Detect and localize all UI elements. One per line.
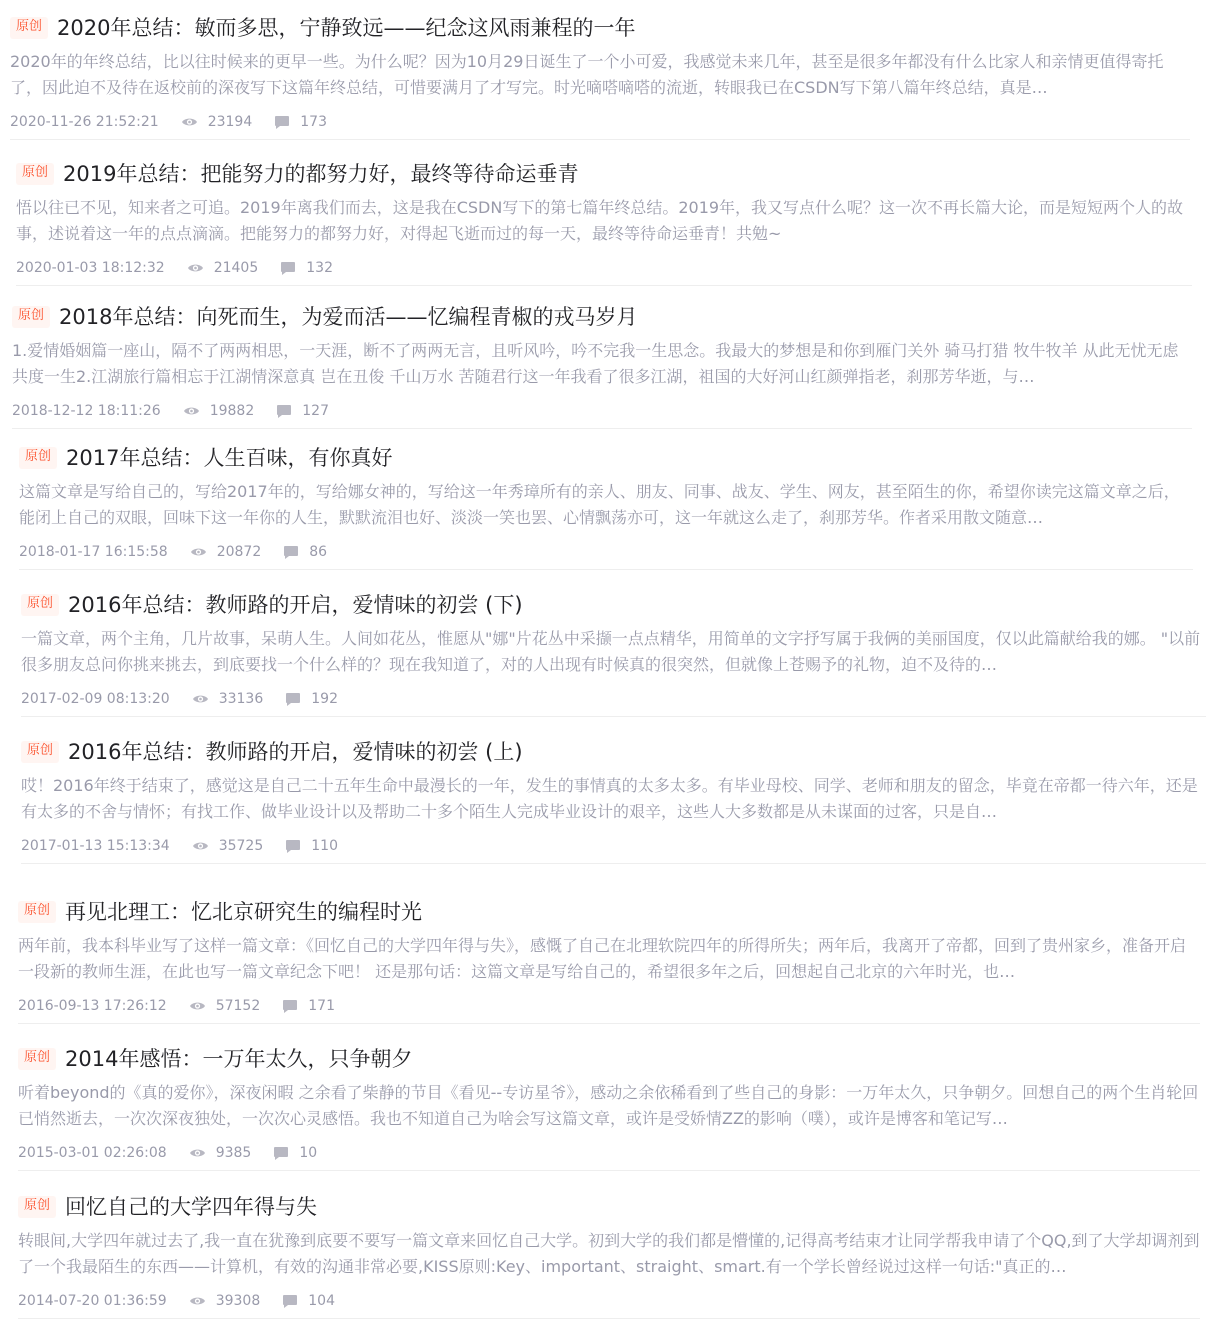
- original-badge: 原创: [21, 741, 59, 763]
- comment-count-value: 110: [311, 838, 338, 854]
- original-badge: 原创: [10, 17, 48, 39]
- original-badge: 原创: [21, 594, 59, 616]
- view-count: [183, 403, 255, 419]
- publish-date: 2020-11-26 21:52:21: [10, 114, 159, 130]
- original-badge: 原创: [16, 163, 54, 185]
- article-meta: [10, 112, 1190, 132]
- article-title-row: [19, 443, 1193, 473]
- article-item[interactable]: [21, 577, 1206, 717]
- view-count-value: 23194: [207, 114, 253, 130]
- publish-date: 2015-03-01 02:26:08: [18, 1145, 167, 1161]
- article-title[interactable]: 回忆自己的大学四年得与失: [65, 1195, 318, 1219]
- comment-count[interactable]: [285, 691, 338, 707]
- eye-icon: [192, 840, 219, 852]
- comment-count[interactable]: [285, 838, 338, 854]
- comment-count-value: 10: [299, 1145, 318, 1161]
- comment-icon: [285, 692, 311, 707]
- comment-count-value: 173: [300, 114, 327, 130]
- article-title[interactable]: 2016年总结：教师路的开启，爱情味的初尝 (上): [68, 740, 523, 764]
- view-count-value: 19882: [209, 403, 255, 419]
- article-item[interactable]: [18, 1031, 1200, 1171]
- comment-count[interactable]: [282, 998, 335, 1014]
- article-meta: [21, 689, 1206, 709]
- view-count: [192, 691, 264, 707]
- article-title[interactable]: 2014年感悟：一万年太久，只争朝夕: [65, 1047, 413, 1071]
- view-count-value: 33136: [218, 691, 264, 707]
- comment-icon: [276, 404, 302, 419]
- view-count: [187, 260, 259, 276]
- view-count-value: 9385: [215, 1145, 252, 1161]
- article-summary[interactable]: 1.爱情婚姻篇一座山，隔不了两两相思，一天涯，断不了两两无言，且听风吟，吟不完我一生思念。我最大的梦想是和你到雁门关外 骑马打猎 牧牛牧羊 从此无忧无虑 共度一生2.江湖旅行篇相忘于江湖情深意真 岂在丑俊 千山万水 苦随君行这一年我看了很多江湖，祖国的大好河山红颜弹指老，刹那芳华逝，与…: [12, 341, 1179, 386]
- eye-icon: [192, 693, 219, 705]
- view-count-value: 35725: [218, 838, 264, 854]
- comment-icon: [282, 999, 308, 1014]
- article-meta: [18, 996, 1200, 1016]
- comment-count[interactable]: [280, 260, 333, 276]
- publish-date: 2014-07-20 01:36:59: [18, 1293, 167, 1309]
- publish-date: 2017-02-09 08:13:20: [21, 691, 170, 707]
- article-title-row: [21, 737, 1206, 767]
- publish-date: 2020-01-03 18:12:32: [16, 260, 165, 276]
- eye-icon: [189, 1295, 216, 1307]
- view-count: [189, 1293, 261, 1309]
- comment-count-value: 171: [308, 998, 335, 1014]
- comment-icon: [282, 1294, 308, 1309]
- comment-count[interactable]: [282, 1293, 335, 1309]
- view-count-value: 57152: [215, 998, 261, 1014]
- original-badge: 原创: [12, 306, 50, 328]
- article-title-row: [18, 1044, 1200, 1074]
- article-meta: [12, 401, 1192, 421]
- article-meta: [21, 836, 1206, 856]
- publish-date: 2016-09-13 17:26:12: [18, 998, 167, 1014]
- article-title-row: [18, 1192, 1200, 1222]
- comment-count[interactable]: [274, 114, 327, 130]
- eye-icon: [187, 262, 214, 274]
- article-title[interactable]: 再见北理工：忆北京研究生的编程时光: [65, 900, 423, 924]
- article-title-row: [12, 302, 1192, 332]
- article-meta: [18, 1291, 1200, 1311]
- comment-icon: [285, 839, 311, 854]
- article-title[interactable]: 2019年总结：把能努力的都努力好，最终等待命运垂青: [63, 162, 579, 186]
- original-badge: 原创: [19, 447, 57, 469]
- article-summary[interactable]: 一篇文章，两个主角，几片故事，呆萌人生。人间如花丛，惟愿从"娜"片花丛中采撷一点点精华，用简单的文字抒写属于我俩的美丽国度，仅以此篇献给我的娜。 "以前很多朋友总问你挑来挑去，到底要找一个什么样的？现在我知道了，对的人出现有时候真的很突然，但就像上苍赐予的礼物，迫不及待的…: [21, 629, 1201, 674]
- comment-count-value: 86: [309, 544, 328, 560]
- eye-icon: [189, 1147, 216, 1159]
- comment-count[interactable]: [276, 403, 329, 419]
- article-item[interactable]: [12, 289, 1192, 429]
- comment-icon: [273, 1146, 299, 1161]
- eye-icon: [181, 116, 208, 128]
- article-item[interactable]: [16, 146, 1192, 286]
- comment-count-value: 104: [308, 1293, 335, 1309]
- article-title-row: [10, 13, 1190, 43]
- comment-icon: [274, 115, 300, 130]
- view-count-value: 21405: [213, 260, 259, 276]
- publish-date: 2017-01-13 15:13:34: [21, 838, 170, 854]
- comment-icon: [283, 545, 309, 560]
- article-summary[interactable]: 悟以往已不见，知来者之可追。2019年离我们而去，这是我在CSDN写下的第七篇年终总结。2019年，我又写点什么呢？这一次不再长篇大论，而是短短两个人的故事，述说着这一年的点点滴滴。把能努力的都努力好，对得起飞逝而过的每一天，最终等待命运垂青！共勉~: [16, 198, 1184, 243]
- original-badge: 原创: [18, 1196, 56, 1218]
- article-title[interactable]: 2018年总结：向死而生，为爱而活——忆编程青椒的戎马岁月: [59, 305, 638, 329]
- article-meta: [16, 258, 1192, 278]
- article-title[interactable]: 2020年总结：敏而多思，宁静致远——纪念这风雨兼程的一年: [57, 16, 636, 40]
- view-count-value: 20872: [216, 544, 262, 560]
- eye-icon: [190, 546, 217, 558]
- article-title-row: [16, 159, 1192, 189]
- article-title-row: [21, 590, 1206, 620]
- view-count: [181, 114, 253, 130]
- article-summary[interactable]: 哎！2016年终于结束了，感觉这是自己二十五年生命中最漫长的一年，发生的事情真的太多太多。有毕业母校、同学、老师和朋友的留念，毕竟在帝都一待六年，还是有太多的不舍与情怀；有找工作、做毕业设计以及帮助二十多个陌生人完成毕业设计的艰辛，这些人大多数都是从未谋面的过客，只是自…: [21, 776, 1198, 821]
- eye-icon: [183, 405, 210, 417]
- comment-count-value: 192: [311, 691, 338, 707]
- article-item[interactable]: [21, 724, 1206, 864]
- article-item[interactable]: [10, 0, 1190, 140]
- article-summary[interactable]: 听着beyond的《真的爱你》，深夜闲暇 之余看了柴静的节目《看见--专访星爷》，感动之余依稀看到了些自己的身影：一万年太久，只争朝夕。回想自己的两个生肖轮回已悄然逝去，一次次深夜独处，一次次心灵感悟。我也不知道自己为啥会写这篇文章，或许是受娇情ZZ的影响（噗），或许是博客和笔记写…: [18, 1083, 1199, 1128]
- publish-date: 2018-12-12 18:11:26: [12, 403, 161, 419]
- comment-count-value: 127: [302, 403, 329, 419]
- original-badge: 原创: [18, 901, 56, 923]
- original-badge: 原创: [18, 1048, 56, 1070]
- article-item[interactable]: [19, 430, 1193, 570]
- view-count: [192, 838, 264, 854]
- publish-date: 2018-01-17 16:15:58: [19, 544, 168, 560]
- article-title[interactable]: 2017年总结：人生百味，有你真好: [66, 446, 393, 470]
- comment-count[interactable]: [273, 1145, 317, 1161]
- view-count: [190, 544, 262, 560]
- article-summary[interactable]: 两年前，我本科毕业写了这样一篇文章：《回忆自己的大学四年得与失》，感慨了自己在北理软院四年的所得所失；两年后，我离开了帝都，回到了贵州家乡，准备开启一段新的教师生涯，在此也写一篇文章纪念下吧！ 还是那句话：这篇文章是写给自己的，希望很多年之后，回想起自己北京的六年时光，也…: [18, 936, 1187, 981]
- article-meta: [18, 1143, 1200, 1163]
- comment-count[interactable]: [283, 544, 327, 560]
- article-meta: [19, 542, 1193, 562]
- article-item[interactable]: [18, 884, 1200, 1024]
- article-summary[interactable]: 这篇文章是写给自己的，写给2017年的，写给娜女神的，写给这一年秀璋所有的亲人、朋友、同事、战友、学生、网友，甚至陌生的你，希望你读完这篇文章之后，能闭上自己的双眼，回味下这一年你的人生，默默流泪也好、淡淡一笑也罢、心情飘荡亦可，这一年就这么走了，刹那芳华。作者采用散文随意…: [19, 482, 1180, 527]
- view-count: [189, 998, 261, 1014]
- article-title[interactable]: 2016年总结：教师路的开启，爱情味的初尝 (下): [68, 593, 523, 617]
- article-item[interactable]: [18, 1179, 1200, 1319]
- view-count-value: 39308: [215, 1293, 261, 1309]
- comment-count-value: 132: [306, 260, 333, 276]
- article-title-row: [18, 897, 1200, 927]
- eye-icon: [189, 1000, 216, 1012]
- article-summary[interactable]: 2020年的年终总结，比以往时候来的更早一些。为什么呢？因为10月29日诞生了一个小可爱，我感觉未来几年，甚至是很多年都没有什么比家人和亲情更值得寄托了，因此迫不及待在返校前的深夜写下这篇年终总结，可惜要满月了才写完。时光嘀嗒嘀嗒的流逝，转眼我已在CSDN写下第八篇年终总结，真是…: [10, 52, 1164, 97]
- article-summary[interactable]: 转眼间,大学四年就过去了,我一直在犹豫到底要不要写一篇文章来回忆自己大学。初到大学的我们都是懵懂的,记得高考结束才让同学帮我申请了个QQ,到了大学却调剂到了一个我最陌生的东西——计算机，有效的沟通非常必要,KISS原则:Key、important、straight、smart.有一个学长曾经说过这样一句话:"真正的…: [18, 1231, 1200, 1276]
- view-count: [189, 1145, 252, 1161]
- comment-icon: [280, 261, 306, 276]
